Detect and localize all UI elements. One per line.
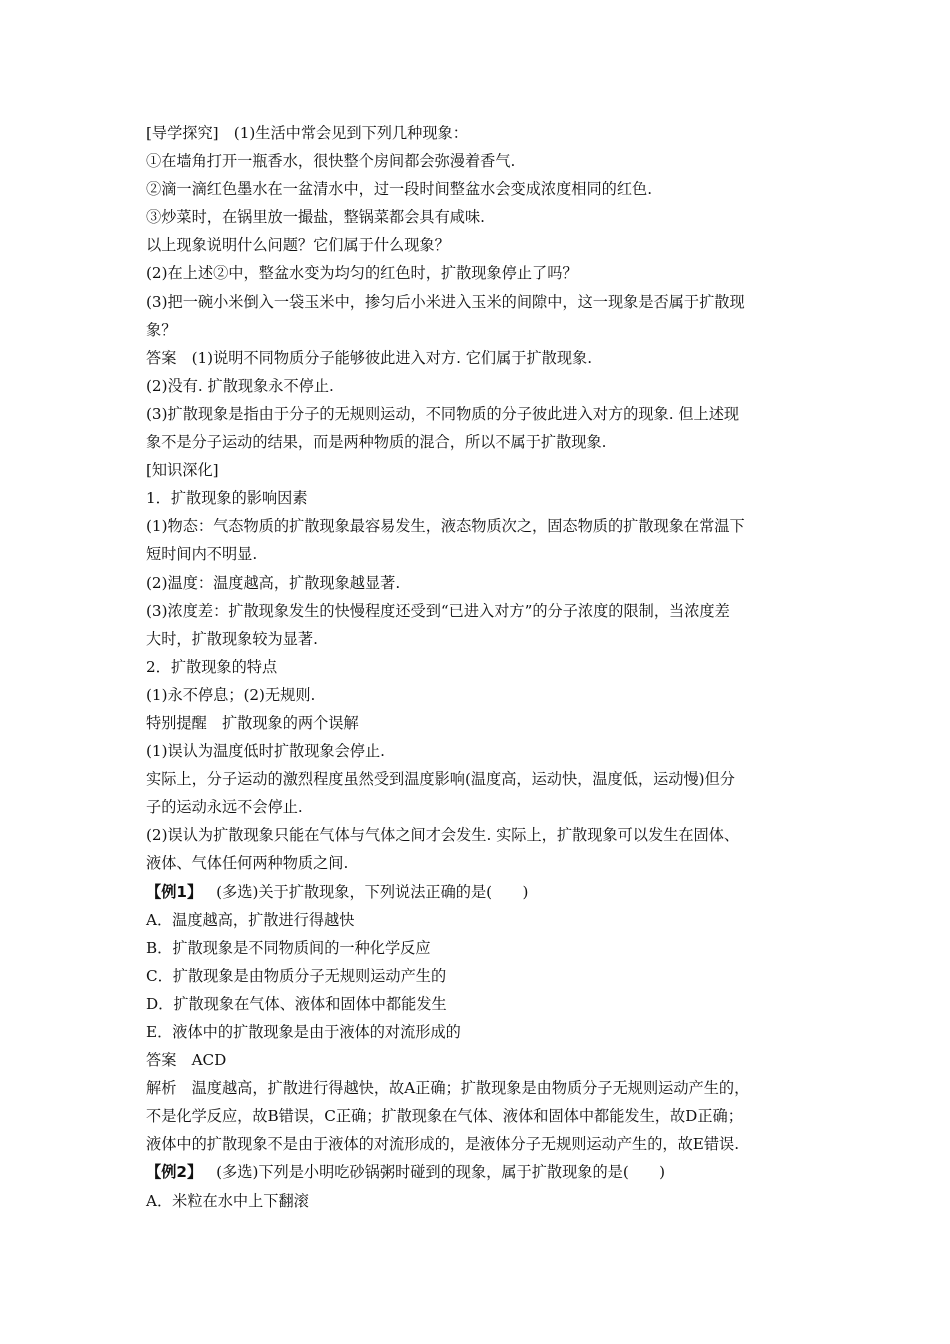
line-text: (1)永不停息；(2)无规则. [146,685,316,704]
line-text: (多选)关于扩散现象，下列说法正确的是( ) [216,882,529,901]
line-text: 液体中的扩散现象不是由于液体的对流形成的，是液体分子无规则运动产生的，故E错误. [146,1135,740,1154]
line-text: 液体、气体任何两种物质之间. [146,854,349,873]
line-text: A．温度越高，扩散进行得越快 [146,910,355,929]
line-text: (3)扩散现象是指由于分子的无规则运动，不同物质的分子彼此进入对方的现象. 但上述现 [146,404,740,423]
line-text: 象？ [146,320,177,339]
text-line [146,1102,816,1130]
text-line [146,372,816,400]
text-line [146,259,816,287]
text-line [146,1074,816,1102]
example-question-line [146,878,816,906]
text-line [146,1018,816,1046]
text-line [146,400,816,428]
text-line [146,849,816,877]
text-line [146,288,816,316]
text-line [146,709,816,737]
text-line [146,906,816,934]
text-line [146,737,816,765]
text-line [146,119,816,147]
text-line [146,203,816,231]
line-text: 1．扩散现象的影响因素 [146,489,308,508]
text-line [146,625,816,653]
line-text: D．扩散现象在气体、液体和固体中都能发生 [146,994,447,1013]
line-text: (多选)下列是小明吃砂锅粥时碰到的现象，属于扩散现象的是( ) [216,1163,666,1182]
line-text: (2)没有. 扩散现象永不停止. [146,376,334,395]
text-line [146,765,816,793]
line-text: (1)误认为温度低时扩散现象会停止. [146,742,385,761]
line-text: [导学探究] (1)生活中常会见到下列几种现象： [146,124,468,142]
text-line [146,1187,816,1215]
text-line [146,597,816,625]
line-text: 答案 (1)说明不同物质分子能够彼此进入对方. 它们属于扩散现象. [146,348,593,367]
line-text: ②滴一滴红色墨水在一盆清水中，过一段时间整盆水会变成浓度相同的红色. [146,180,653,199]
line-text: 实际上，分子运动的激烈程度虽然受到温度影响(温度高，运动快，温度低，运动慢)但分 [146,770,735,789]
line-text: E．液体中的扩散现象是由于液体的对流形成的 [146,1023,461,1041]
line-text: ①在墙角打开一瓶香水，很快整个房间都会弥漫着香气. [146,152,516,171]
text-line [146,962,816,990]
text-line [146,231,816,259]
example-label: 【例1】 [146,882,203,901]
line-text: (2)在上述②中，整盆水变为均匀的红色时，扩散现象停止了吗？ [146,264,578,283]
line-text: A．米粒在水中上下翻滚 [146,1191,309,1210]
text-line [146,1046,816,1074]
line-text: 短时间内不明显. [146,545,258,564]
document-body [146,119,816,1215]
text-line [146,681,816,709]
line-text: 2．扩散现象的特点 [146,657,278,676]
line-text: [知识深化] [146,461,219,480]
text-line [146,484,816,512]
line-text: B．扩散现象是不同物质间的一种化学反应 [146,938,431,957]
text-line [146,934,816,962]
line-text: 象不是分子运动的结果，而是两种物质的混合，所以不属于扩散现象. [146,433,607,452]
line-text: 大时，扩散现象较为显著. [146,629,318,648]
line-text: 答案 ACD [146,1051,227,1070]
text-line [146,428,816,456]
line-text: (3)浓度差：扩散现象发生的快慢程度还受到“已进入对方”的分子浓度的限制，当浓度差 [146,601,730,620]
text-line [146,316,816,344]
text-line [146,175,816,203]
line-text: C．扩散现象是由物质分子无规则运动产生的 [146,966,447,985]
text-line [146,512,816,540]
text-line [146,990,816,1018]
line-text: ③炒菜时，在锅里放一撮盐，整锅菜都会具有咸味. [146,208,485,227]
line-text: (2)误认为扩散现象只能在气体与气体之间才会发生. 实际上，扩散现象可以发生在固体、 [146,826,740,845]
text-line [146,147,816,175]
line-text: 以上现象说明什么问题？它们属于什么现象？ [146,236,450,255]
text-line [146,569,816,597]
text-line [146,821,816,849]
line-text: (2)温度：温度越高，扩散现象越显著. [146,573,401,592]
text-line [146,540,816,568]
example-question-line [146,1158,816,1186]
text-line [146,344,816,372]
line-text: 子的运动永远不会停止. [146,798,303,817]
line-text: 解析 温度越高，扩散进行得越快，故A正确；扩散现象是由物质分子无规则运动产生的， [146,1079,750,1098]
line-text: 不是化学反应，故B错误，C正确；扩散现象在气体、液体和固体中都能发生，故D正确； [146,1107,743,1126]
example-label: 【例2】 [146,1163,203,1182]
text-line [146,1130,816,1158]
text-line [146,793,816,821]
line-text: (3)把一碗小米倒入一袋玉米中，掺匀后小米进入玉米的间隙中，这一现象是否属于扩散现 [146,292,745,311]
text-line [146,653,816,681]
line-text: (1)物态：气态物质的扩散现象最容易发生，液态物质次之，固态物质的扩散现象在常温下 [146,517,745,536]
text-line [146,456,816,484]
line-text: 特别提醒 扩散现象的两个误解 [146,713,359,732]
